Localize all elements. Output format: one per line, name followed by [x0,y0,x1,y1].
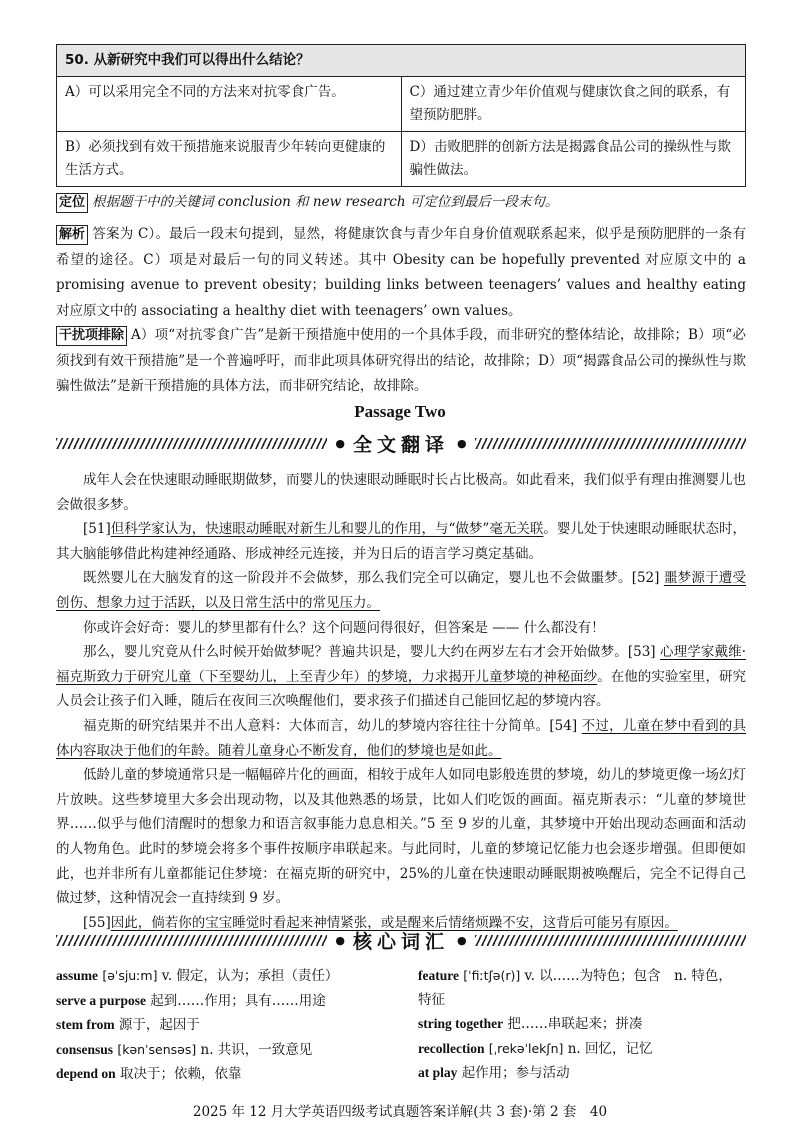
vocab-phonetic: [kənˈsensəs] [117,1041,197,1057]
underlined-54: 不过，儿童在梦中看到的具体内容取决于他们的年龄。随着儿童身心不断发育，他们的梦境也是如此。 [56,717,747,759]
exclude-section [56,323,746,400]
trans-paragraph-6 [56,714,746,763]
vocab-banner [56,927,746,953]
vocab-entry [418,1037,746,1062]
bullet-icon: ● [335,436,345,450]
vocab-definition: v. 假定，认为；承担（责任） [161,968,339,984]
page-footer: 2025 年 12 月大学英语四级考试真题答案详解(共 3 套)·第 2 套 40 [192,1104,608,1120]
vocab-word: feature [418,968,459,983]
vocab-phonetic: [əˈsjuːm] [102,968,158,983]
vocab-word: string together [418,1016,504,1032]
marker-51: [51] [83,521,111,538]
vocab-word: at play [418,1065,458,1081]
vocab-word: consensus [56,1041,114,1057]
trans-text: 。在他的实验室里，研究人员会让孩子们入睡，随后在夜间三次唤醒他们，要求孩子们描述自己能回忆起的梦境内容。 [56,668,747,710]
vocab-entry [56,1013,396,1038]
bullet-icon: ● [457,933,467,947]
vocab-entry [56,989,396,1014]
hatch-right [475,935,746,946]
vocab-definition: 取决于；依赖，依靠 [119,1066,242,1083]
option-c: C）通过建立青少年价值观与健康饮食之间的联系，有望预防肥胖。 [401,77,746,132]
passage-title: Passage Two [354,402,446,421]
analysis-tag: 解析 [56,225,88,245]
underlined-51: 但科学家认为，快速眼动睡眠对新生儿和婴儿的作用，与“做梦”毫无关联 [110,521,544,538]
vocab-definition: 起作用；参与活动 [461,1065,570,1082]
vocab-entry [418,1061,746,1086]
bullet-icon: ● [457,436,467,450]
trans-text: 福克斯的研究结果并不出人意料：大体而言，幼儿的梦境内容往往十分简单。 [83,717,550,734]
vocab-entry [56,1062,396,1087]
question-50-table [56,44,746,187]
trans-paragraph-5 [56,640,746,714]
trans-paragraph-2 [56,517,746,566]
vocab-word: assume [56,968,99,983]
locate-text: 根据题干中的关键词 conclusion 和 new research 可定位到最后一段末句。 [92,194,559,210]
translation-title: 全文翻译 [353,433,450,456]
exclude-text: A）项“对抗零食广告”是新干预措施中使用的一个具体手段，而非研究的整体结论，故排除；B）项“必须找到有效干预措施”是一个普遍呼吁，而非此项具体研究得出的结论，故排除；D）项“揭露食品公司的操纵性与欺骗性做法”是新干预措施的具体方法，而非研究结论，故排除。 [56,327,746,394]
vocab-definition: 源于，起因于 [118,1017,200,1034]
vocab-phonetic: [ˌrekəˈlekʃn] [488,1040,564,1056]
vocab-title: 核心词汇 [353,930,450,953]
trans-text: 那么，婴儿究竟从什么时候开始做梦呢？普遍共识是，婴儿大约在两岁左右才会开始做梦。 [83,644,628,661]
underlined-53: 心理学家戴维·福克斯致力于研究儿童（下至婴幼儿，上至青少年）的梦境，力求揭开儿童梦境的神秘面纱 [56,644,747,685]
vocab-definition: 起到……作用；具有……用途 [150,992,326,1009]
marker-53: [53] [627,644,656,661]
vocab-entry [56,1038,396,1063]
vocab-entry [418,964,746,989]
vocab-definition: 特征 [418,991,445,1008]
vocab-definition: n. 回忆，记忆 [567,1040,653,1057]
vocab-right-column [418,964,746,1086]
analysis-text: 答案为 C）。最后一段末句提到，显然，将健康饮食与青少年自身价值观联系起来，似乎是预防肥胖的一条有希望的途径。C）项是对最后一句的同义转述。其中 Obesity can be hopefully prevented 对应原文中的 a promising avenue to prevent obesity；building links between teenagers’ values and healthy eating 对应原文中的 associating a healthy diet with teenagers’ own values。 [56,226,746,319]
vocab-definition: 把……串联起来；拼凑 [507,1016,643,1033]
exclude-tag: 干扰项排除 [56,326,127,346]
locate-tag: 定位 [56,193,88,213]
vocab-word: serve a purpose [56,992,146,1008]
hatch-left [56,935,327,946]
trans-paragraph-1: 成年人会在快速眼动睡眠期做梦，而婴儿的快速眼动睡眠时长占比极高。如此看来，我们似乎有理由推测婴儿也会做很多梦。 [56,472,746,513]
vocab-entry [418,1012,746,1037]
locate-section [56,190,746,216]
analysis-section [56,222,746,324]
translation-banner [56,430,746,456]
vocab-definition: n. 共识，一致意见 [200,1041,313,1058]
option-d: D）击败肥胖的创新方法是揭露食品公司的操纵性与欺骗性做法。 [401,132,746,187]
option-b: B）必须找到有效干预措施来说服青少年转向更健康的生活方式。 [57,132,402,187]
vocab-left-column [56,964,396,1087]
vocab-word: depend on [56,1066,116,1082]
question-stem: 50. 从新研究中我们可以得出什么结论？ [57,45,746,77]
vocab-word: stem from [56,1017,115,1033]
option-a: A）可以采用完全不同的方法来对抗零食广告。 [57,77,402,132]
translation-body [56,468,746,935]
hatch-right [475,438,746,449]
vocab-definition: v. 以……为特色；包含 n. 特色， [524,968,732,984]
trans-paragraph-4: 你或许会好奇：婴儿的梦里都有什么？这个问题问得很好，但答案是 —— 什么都没有！ [83,619,605,636]
trans-text: 既然婴儿在大脑发育的这一阶段并不会做梦，那么我们完全可以确定，婴儿也不会做噩梦。 [83,570,632,587]
underlined-55: 因此，倘若你的宝宝睡觉时看起来神情紧张，或是醒来后情绪烦躁不安，这背后可能另有原因。 [110,914,678,931]
trans-paragraph-3 [56,566,746,615]
trans-text: 。婴儿处于快速眼动睡眠状态时，其大脑能够借此构建神经通路、形成神经元连接，并为日后的语言学习奠定基础。 [56,521,746,562]
underlined-52: 噩梦源于遭受创伤、想象力过于活跃，以及日常生活中的常见压力。 [56,570,747,611]
vocab-phonetic: [ˈfiːtʃə(r)] [463,968,521,983]
trans-paragraph-7: 低龄儿童的梦境通常只是一幅幅碎片化的画面，相较于成年人如同电影般连贯的梦境，幼儿的梦境更像一场幻灯片放映。这些梦境里大多会出现动物，以及其他熟悉的场景，比如人们吃饭的画面。福克斯表示：“儿童的梦境世界……似乎与他们清醒时的想象力和语言叙事能力息息相关。”5 至 9 岁的儿童，其梦境中开始出现动态画面和活动的人物角色。此时的梦境会将多个事件按顺序串联起来。与此同时，儿童的梦境记忆能力也会逐步增强。但即便如此，也并非所有儿童都能记住梦境：在福克斯的研究中，25%的儿童在快速眼动睡眠期被唤醒后，完全不记得自己做过梦，这种情况会一直持续到 9 岁。 [56,767,746,907]
vocab-word: recollection [418,1040,485,1056]
vocab-entry-continued [418,989,746,1013]
hatch-left [56,438,327,449]
marker-54: [54] [549,717,578,734]
marker-52: [52] [631,570,660,587]
vocab-entry [56,964,396,989]
bullet-icon: ● [335,933,345,947]
marker-55: [55] [83,914,111,931]
